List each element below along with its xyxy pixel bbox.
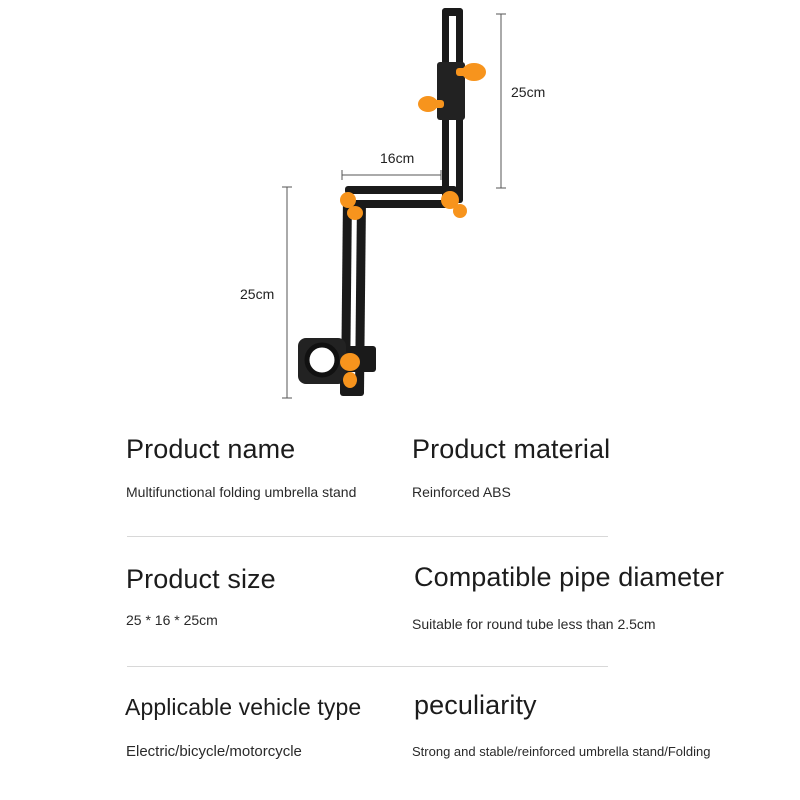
divider bbox=[127, 666, 608, 667]
pipe-diameter-heading: Compatible pipe diameter bbox=[414, 562, 725, 592]
product-material-value: Reinforced ABS bbox=[412, 484, 511, 500]
vehicle-type-value: Electric/bicycle/motorcycle bbox=[126, 743, 302, 760]
pipe-clamp bbox=[298, 338, 376, 396]
dimension-label-lower-height: 25cm bbox=[240, 286, 275, 302]
product-name-heading: Product name bbox=[126, 434, 296, 464]
peculiarity-heading: peculiarity bbox=[414, 690, 537, 720]
product-material-heading: Product material bbox=[412, 434, 611, 464]
pipe-diameter-value: Suitable for round tube less than 2.5cm bbox=[412, 616, 656, 632]
divider bbox=[127, 536, 608, 537]
product-size-heading: Product size bbox=[126, 564, 276, 594]
product-name-value: Multifunctional folding umbrella stand bbox=[126, 484, 357, 500]
dimension-label-top-height: 25cm bbox=[511, 84, 546, 100]
product-size-value: 25 * 16 * 25cm bbox=[126, 612, 218, 628]
dimension-label-middle-width: 16cm bbox=[380, 150, 415, 166]
vehicle-type-heading: Applicable vehicle type bbox=[125, 694, 362, 720]
peculiarity-value: Strong and stable/reinforced umbrella stand/Folding bbox=[412, 744, 711, 759]
